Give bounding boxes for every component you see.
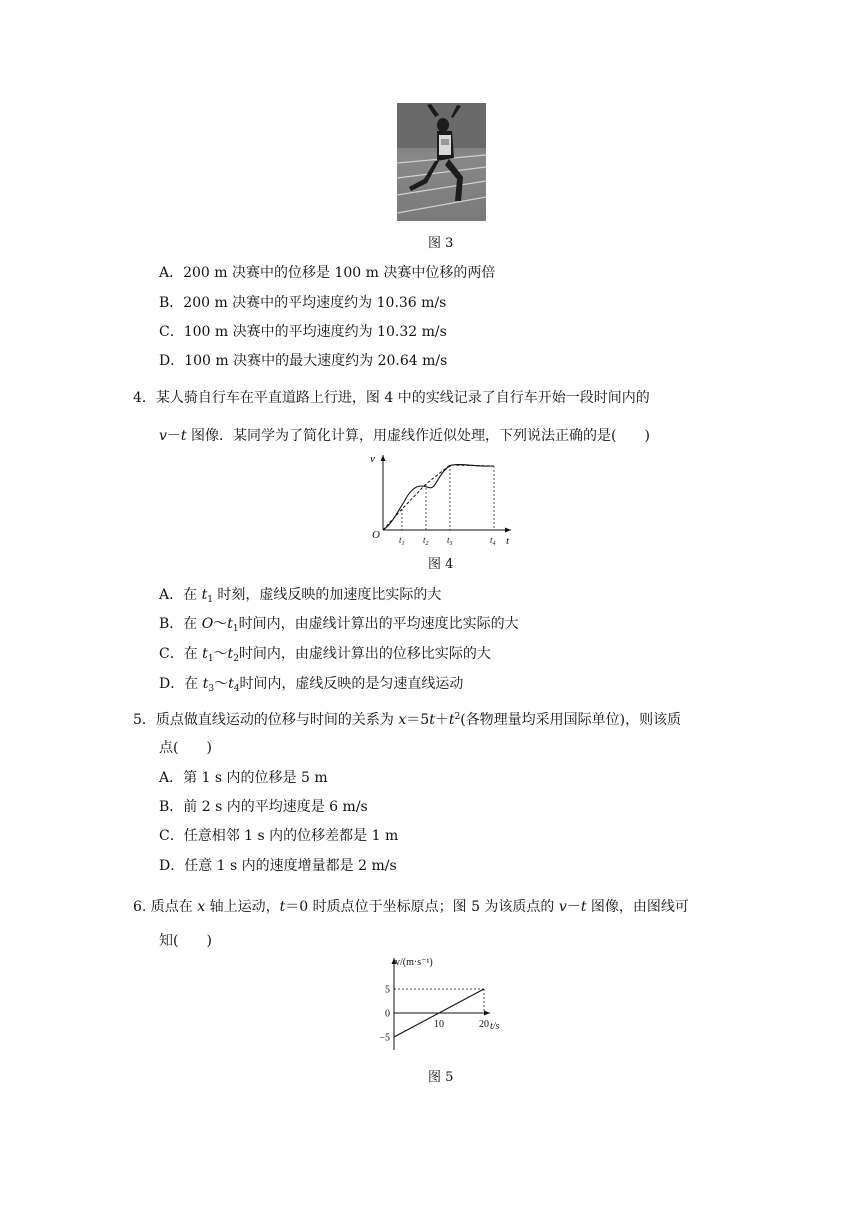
- fig5-chart: [360, 950, 530, 1066]
- q5-option-a: A．第 1 s 内的位移是 5 m: [159, 770, 328, 786]
- fig4-tick-t2: $t_2$: [423, 535, 429, 547]
- fig4-caption: 图 4: [428, 557, 454, 572]
- fig5-x-label: t/s: [490, 1021, 500, 1032]
- fig4-origin: O: [372, 529, 380, 541]
- fig5-xtick-label: 20: [479, 1019, 489, 1030]
- q4-option-b: B．在 $O\sim t_1$时间内，由虚线计算出的平均速度比实际的大: [159, 616, 519, 634]
- fig5-y-label: v/(m·s⁻¹): [395, 957, 433, 968]
- q3-option-c: C．100 m 决赛中的平均速度约为 10.32 m/s: [159, 324, 447, 340]
- q4-option-a: A．在 $t_1$ 时刻，虚线反映的加速度比实际的大: [159, 587, 442, 605]
- q4-stem-line1: 4．某人骑自行车在平直道路上行进，图 4 中的实线记录了自行车开始一段时间内的: [133, 390, 650, 406]
- q5-stem-line1: 5．质点做直线运动的位移与时间的关系为 $x=5t+t^2$(各物理量均采用国际单位)，则该质: [133, 712, 682, 728]
- fig4-tick-t3: $t_3$: [447, 535, 453, 547]
- fig5-ytick-label: 0: [385, 1008, 390, 1020]
- q5-option-c: C．任意相邻 1 s 内的位移差都是 1 m: [159, 828, 399, 844]
- fig4-y-label: v: [370, 453, 375, 465]
- q5-stem-line2: 点( ): [159, 740, 212, 756]
- q3-option-b: B．200 m 决赛中的平均速度约为 10.36 m/s: [159, 295, 447, 311]
- q5-option-b: B．前 2 s 内的平均速度是 6 m/s: [159, 799, 368, 815]
- fig4-tick-t1: $t_1$: [399, 535, 405, 547]
- q4-stem-line2: v－t 图像．某同学为了简化计算，用虚线作近似处理，下列说法正确的是( ): [159, 428, 650, 444]
- fig4-tick-t4: $t_4$: [490, 535, 496, 547]
- fig5-xtick-label: 10: [434, 1019, 444, 1030]
- q4-option-d: D．在 $t_3\sim t_4$时间内，虚线反映的是匀速直线运动: [159, 676, 464, 694]
- fig3-caption: 图 3: [428, 236, 454, 251]
- fig5-ytick-label: −5: [379, 1032, 390, 1044]
- fig4-graph: [368, 450, 518, 554]
- q3-option-a: A．200 m 决赛中的位移是 100 m 决赛中位移的两倍: [159, 265, 496, 281]
- fig5-caption: 图 5: [428, 1070, 454, 1085]
- q6-stem-line2: 知( ): [159, 933, 212, 949]
- q6-stem-line1: 6. 质点在 x 轴上运动，t＝0 时质点位于坐标原点；图 5 为该质点的 v－t 图像，由图线可: [133, 899, 689, 915]
- fig5-ytick-label: 5: [385, 984, 390, 996]
- q4-option-c: C．在 $t_1\sim t_2$时间内，由虚线计算出的位移比实际的大: [159, 646, 491, 664]
- q5-option-d: D．任意 1 s 内的速度增量都是 2 m/s: [159, 858, 397, 874]
- q3-option-d: D．100 m 决赛中的最大速度约为 20.64 m/s: [159, 353, 448, 369]
- fig3-photo: [397, 103, 486, 225]
- fig4-x-label: t: [506, 535, 510, 547]
